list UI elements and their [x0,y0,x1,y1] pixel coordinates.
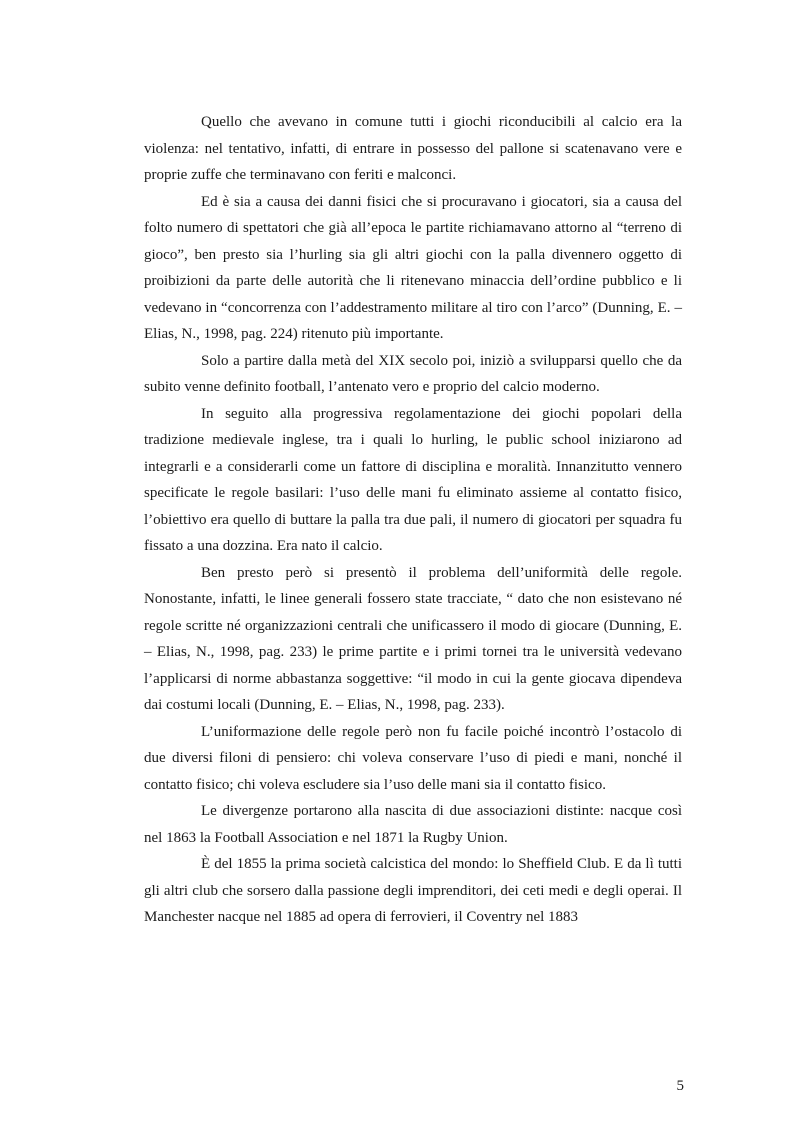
body-text [144,109,682,931]
paragraph-violence: Quello che avevano in comune tutti i giochi riconducibili al calcio era la violenza: nel tentativo, infatti, di entrare in possesso del pallone si scatenavano vere e proprie zuffe che terminavano con feriti e malconci. [144,114,682,183]
paragraph-schools-of-thought: L’uniformazione delle regole però non fu facile poiché incontrò l’ostacolo di due diversi filoni di pensiero: chi voleva conservare l’uso di piedi e mani, nonché il contatto fisico; chi voleva escludere sia l’uso delle mani sia il contatto fisico. [144,723,682,793]
paragraph-football-origins: Solo a partire dalla metà del XIX secolo poi, iniziò a svilupparsi quello che da subito venne definito football, l’antenato vero e proprio del calcio moderno. [144,352,682,395]
paragraph-rules-uniformity: Ben presto però si presentò il problema dell’uniformità delle regole. Nonostante, infatti, le linee generali fossero state tracciate, “ dato che non esistevano né regole scritte né organizzazioni centrali che unificassero il modo di giocare (Dunning, E. – Elias, N., 1998, pag. 233) le prime partite e i primi tornei tra le università vedevano l’applicarsi di norme abbastanza soggettive: “il modo in cui la gente giocava dipendeva dai costumi locali (Dunning, E. – Elias, N., 1998, pag. 233). [144,564,682,713]
paragraph-first-clubs: È del 1855 la prima società calcistica del mondo: lo Sheffield Club. E da lì tutti gli altri club che sorsero dalla passione degli imprenditori, dei ceti medi e degli operai. Il Manchester nacque nel 1885 ad opera di ferrovieri, il Coventry nel 1883 [144,856,682,925]
paragraph-prohibitions: Ed è sia a causa dei danni fisici che si procuravano i giocatori, sia a causa del folto numero di spettatori che già all’epoca le partite richiamavano attorno al “terreno di gioco”, ben presto sia l’hurling sia gli altri giochi con la palla divennero oggetto di proibizioni da parte delle autorità che li ritenevano minaccia dell’ordine pubblico e li vedevano in “concorrenza con l’addestramento militare al tiro con l’arco” (Dunning, E. – Elias, N., 1998, pag. 224) ritenuto più importante. [144,193,682,342]
page-number: 5 [676,1078,684,1094]
paragraph-associations: Le divergenze portarono alla nascita di due associazioni distinte: nacque così nel 1863 la Football Association e nel 1871 la Rugby Union. [144,803,682,846]
paragraph-public-schools: In seguito alla progressiva regolamentazione dei giochi popolari della tradizione medievale inglese, tra i quali lo hurling, le public school iniziarono ad integrarli e a considerarli come un fattore di disciplina e moralità. Innanzitutto vennero specificate le regole basilari: l’uso delle mani fu eliminato assieme al contatto fisico, l’obiettivo era quello di buttare la palla tra due pali, il numero di giocatori per squadra fu fissato a una dozzina. Era nato il calcio. [144,405,682,554]
